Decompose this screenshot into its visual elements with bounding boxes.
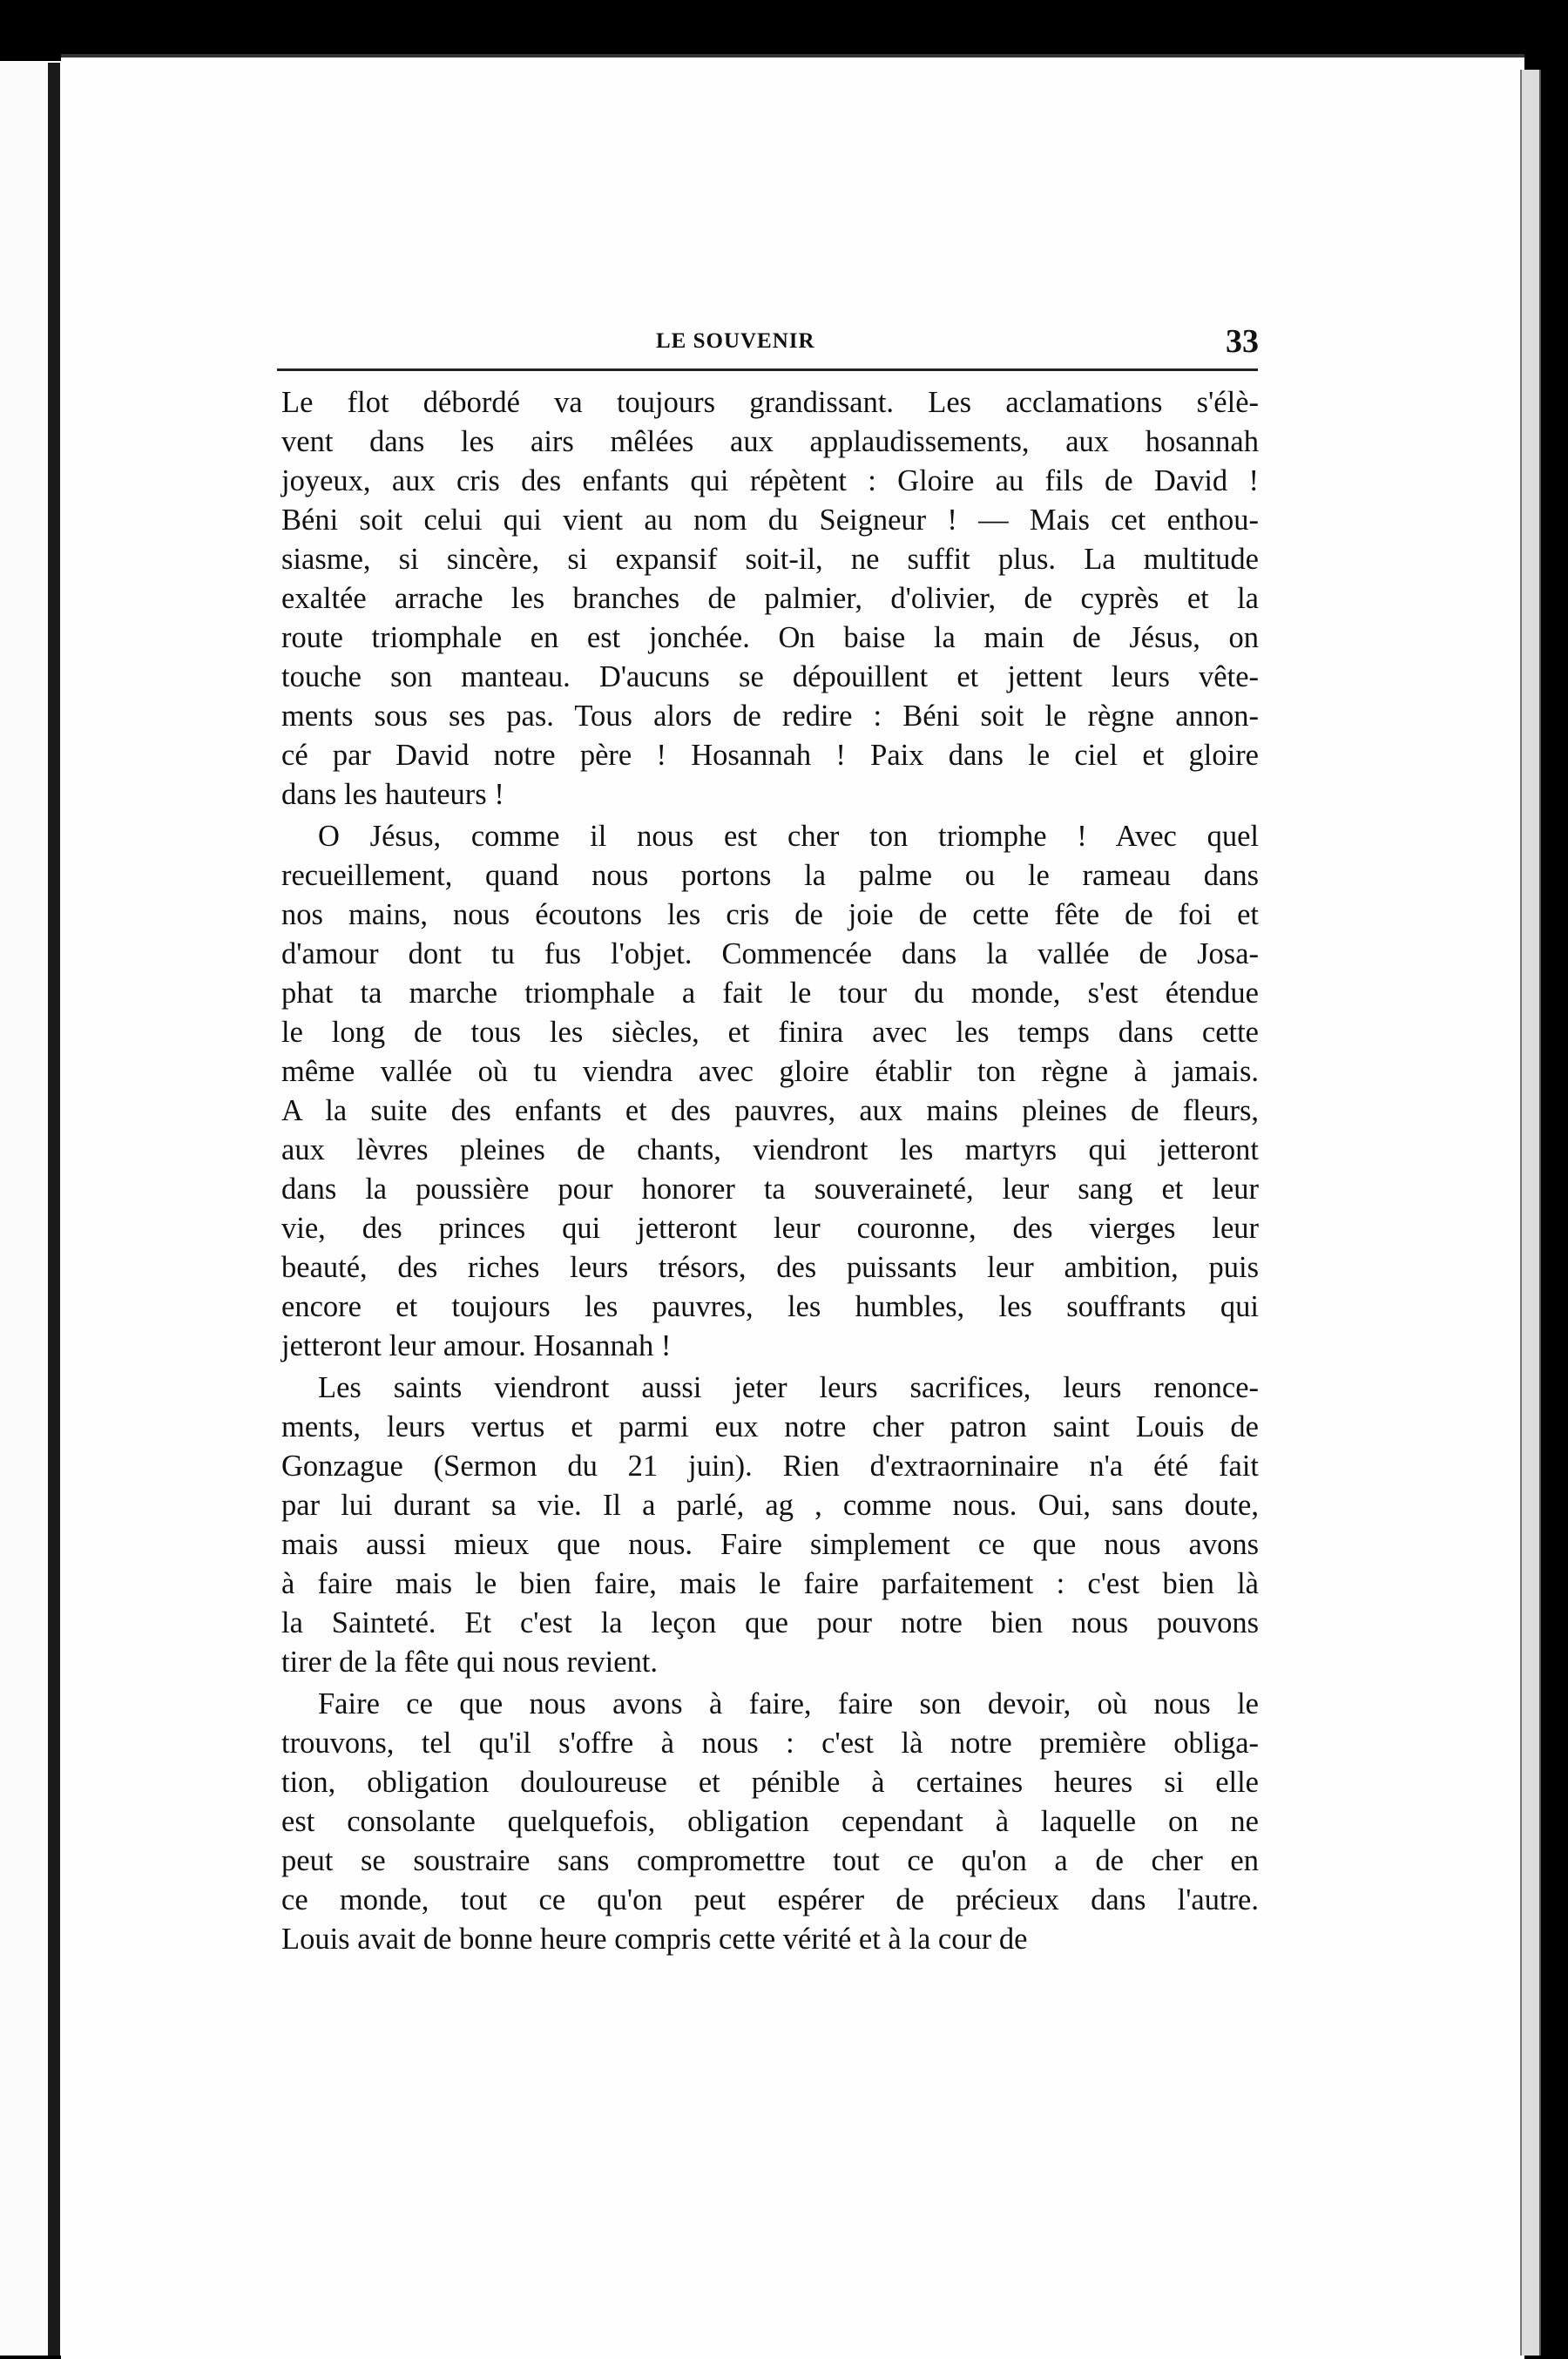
paragraph xyxy=(281,1369,1259,1682)
paragraph xyxy=(281,1685,1259,1959)
text-line: vie, des princes qui jetteront leur couronne, des vierges leur xyxy=(281,1212,1259,1245)
text-line: aux lèvres pleines de chants, viendront les martyrs qui jetteront xyxy=(281,1133,1259,1166)
text-line: ments, leurs vertus et parmi eux notre cher patron saint Louis de xyxy=(281,1410,1259,1443)
text-line: O Jésus, comme il nous est cher ton triomphe ! Avec quel xyxy=(318,820,1259,853)
text-line: ce monde, tout ce qu'on peut espérer de précieux dans l'autre. xyxy=(281,1883,1259,1916)
text-line: beauté, des riches leurs trésors, des puissants leur ambition, puis xyxy=(281,1251,1259,1284)
text-line: d'amour dont tu fus l'objet. Commencée dans la vallée de Josa- xyxy=(281,937,1259,970)
text-line: même vallée où tu viendra avec gloire établir ton règne à jamais. xyxy=(281,1055,1259,1088)
header-rule xyxy=(277,368,1258,371)
text-line: dans la poussière pour honorer ta souveraineté, leur sang et leur xyxy=(281,1173,1259,1206)
text-line: jetteront leur amour. Hosannah ! xyxy=(281,1329,672,1362)
text-line: Les saints viendront aussi jeter leurs sacrifices, leurs renonce- xyxy=(318,1371,1259,1404)
text-line: touche son manteau. D'aucuns se dépouillent et jettent leurs vête- xyxy=(281,660,1259,693)
page-number: 33 xyxy=(1226,323,1259,360)
page-header xyxy=(281,322,1259,375)
running-head: LE SOUVENIR xyxy=(656,329,815,353)
text-line: Le flot débordé va toujours grandissant. Les acclamations s'élè- xyxy=(281,386,1259,419)
text-line: siasme, si sincère, si expansif soit-il, ne suffit plus. La multitude xyxy=(281,543,1259,576)
text-line: Faire ce que nous avons à faire, faire son devoir, où nous le xyxy=(318,1687,1259,1720)
binding-shadow xyxy=(48,63,60,2356)
text-line: tirer de la fête qui nous revient. xyxy=(281,1646,659,1679)
text-line: cé par David notre père ! Hosannah ! Paix dans le ciel et gloire xyxy=(281,739,1259,772)
text-line: encore et toujours les pauvres, les humbles, les souffrants qui xyxy=(281,1290,1259,1323)
text-line: recueillement, quand nous portons la palme ou le rameau dans xyxy=(281,859,1259,892)
text-line: joyeux, aux cris des enfants qui répètent : Gloire au fils de David ! xyxy=(281,464,1259,497)
text-line: phat ta marche triomphale a fait le tour du monde, s'est étendue xyxy=(281,977,1259,1010)
text-line: le long de tous les siècles, et finira avec les temps dans cette xyxy=(281,1016,1259,1049)
text-line: tion, obligation douloureuse et pénible à certaines heures si elle xyxy=(281,1766,1259,1799)
text-line: Louis avait de bonne heure compris cette vérité et à la cour de xyxy=(281,1923,1028,1956)
text-line: vent dans les airs mêlées aux applaudissements, aux hosannah xyxy=(281,425,1259,458)
text-line: Gonzague (Sermon du 21 juin). Rien d'extraorninaire n'a été fait xyxy=(281,1450,1259,1483)
text-line: exaltée arrache les branches de palmier, d'olivier, de cyprès et la xyxy=(281,582,1259,615)
text-line: à faire mais le bien faire, mais le faire parfaitement : c'est bien là xyxy=(281,1567,1259,1600)
text-line: A la suite des enfants et des pauvres, aux mains pleines de fleurs, xyxy=(281,1094,1259,1127)
text-line: est consolante quelquefois, obligation cependant à laquelle on ne xyxy=(281,1805,1259,1838)
body-text xyxy=(281,383,1259,1959)
text-line: route triomphale en est jonchée. On baise la main de Jésus, on xyxy=(281,621,1259,654)
paragraph xyxy=(281,817,1259,1366)
text-line: ments sous ses pas. Tous alors de redire : Béni soit le règne annon- xyxy=(281,700,1259,733)
text-line: peut se soustraire sans compromettre tout ce qu'on a de cher en xyxy=(281,1844,1259,1877)
text-line: la Sainteté. Et c'est la leçon que pour notre bien nous pouvons xyxy=(281,1606,1259,1639)
text-line: dans les hauteurs ! xyxy=(281,778,504,811)
text-line: nos mains, nous écoutons les cris de joie de cette fête de foi et xyxy=(281,898,1259,931)
text-line: par lui durant sa vie. Il a parlé, ag , comme nous. Oui, sans doute, xyxy=(281,1489,1259,1522)
paragraph xyxy=(281,383,1259,814)
text-line: mais aussi mieux que nous. Faire simplement ce que nous avons xyxy=(281,1528,1259,1561)
text-line: trouvons, tel qu'il s'offre à nous : c'est là notre première obliga- xyxy=(281,1727,1259,1760)
page-stack-edge xyxy=(1520,70,1541,2356)
text-line: Béni soit celui qui vient au nom du Seigneur ! — Mais cet enthou- xyxy=(281,504,1259,537)
